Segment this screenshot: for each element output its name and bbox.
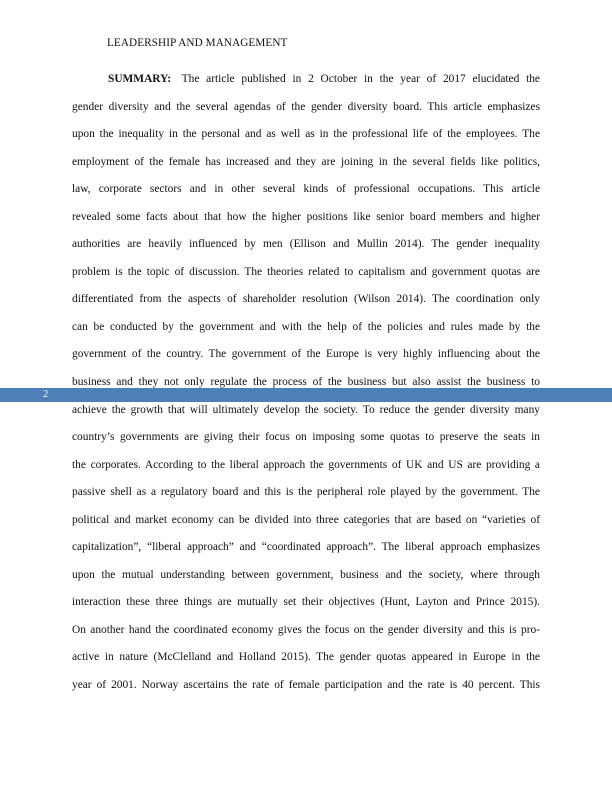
body-line: interaction these three things are mutually set their objectives (Hunt, Layton and Prince 2015). <box>72 596 540 609</box>
body-line <box>72 66 540 94</box>
body-line: revealed some facts about that how the higher positions like senior board members and higher <box>72 210 540 223</box>
body-line: political and market economy can be divided into three categories that are based on “varieties of <box>72 513 540 526</box>
body-line: authorities are heavily influenced by men (Ellison and Mullin 2014). The gender inequality <box>72 238 540 251</box>
body-line: achieve the growth that will ultimately develop the society. To reduce the gender diversity many <box>72 403 540 416</box>
body-line: gender diversity and the several agendas of the gender diversity board. This article emphasizes <box>72 100 540 113</box>
running-head: LEADERSHIP AND MANAGEMENT <box>107 37 288 49</box>
body-line: active in nature (McClelland and Holland 2015). The gender quotas appeared in Europe in the <box>72 651 540 664</box>
body-line: country’s governments are giving their focus on imposing some quotas to preserve the seats in <box>72 431 540 444</box>
body-line: can be conducted by the government and with the help of the policies and rules made by the <box>72 320 540 333</box>
body-line: passive shell as a regulatory board and this is the peripheral role played by the government. The <box>72 486 540 499</box>
body-line: upon the mutual understanding between government, business and the society, where through <box>72 568 540 581</box>
summary-label: SUMMARY: <box>108 73 172 85</box>
page-number: 2 <box>43 389 49 400</box>
body-line: year of 2001. Norway ascertains the rate of female participation and the rate is 40 percent. This <box>72 679 540 692</box>
body-line: On another hand the coordinated economy gives the focus on the gender diversity and this is pro- <box>72 623 540 636</box>
body-line: law, corporate sectors and in other several kinds of professional occupations. This article <box>72 183 540 196</box>
body-line-text: The article published in 2 October in the year of 2017 elucidated the <box>181 73 540 85</box>
summary-body <box>72 66 540 700</box>
body-line: differentiated from the aspects of shareholder resolution (Wilson 2014). The coordination only <box>72 293 540 306</box>
body-line: government of the country. The government of the Europe is very highly influencing about the <box>72 348 540 361</box>
body-line: business and they not only regulate the process of the business but also assist the business to <box>72 376 540 389</box>
body-line: upon the inequality in the personal and as well as in the professional life of the employees. The <box>72 128 540 141</box>
body-line: problem is the topic of discussion. The theories related to capitalism and government quotas are <box>72 265 540 278</box>
body-line: capitalization”, “liberal approach” and “coordinated approach”. The liberal approach emphasizes <box>72 541 540 554</box>
body-line: employment of the female has increased and they are joining in the several fields like politics, <box>72 155 540 168</box>
page-break-band <box>0 388 612 402</box>
body-line: the corporates. According to the liberal approach the governments of UK and US are providing a <box>72 458 540 471</box>
